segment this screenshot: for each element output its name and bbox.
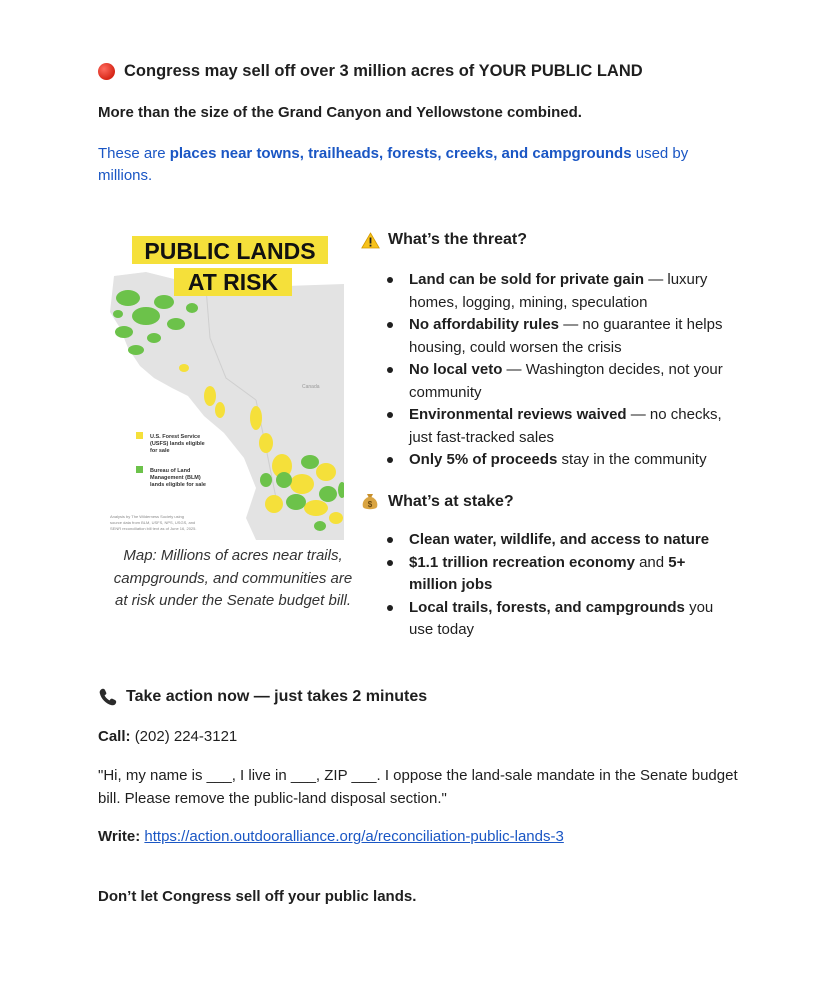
action-heading xyxy=(98,688,427,706)
stake-list xyxy=(384,529,729,642)
telephone-icon xyxy=(98,688,118,706)
svg-text:Analysis by The Wilderness Soc xyxy=(110,514,197,531)
headline xyxy=(98,62,643,81)
map-source-line1: Analysis by The Wilderness Society using xyxy=(110,514,184,519)
svg-text:Bureau of Land Managem xyxy=(150,468,206,488)
legend-swatch-usfs xyxy=(136,432,143,439)
map-source-line3: SENR reconciliation bill text as of June 16, 2025. xyxy=(110,526,197,531)
money-bag-icon xyxy=(360,492,380,511)
legend-usfs-line3: for sale xyxy=(150,448,170,454)
svg-text:$: $ xyxy=(367,500,373,509)
closing-line: Don’t let Congress sell off your public lands. xyxy=(98,888,417,905)
legend-blm-line3: lands eligible for sale xyxy=(150,482,206,488)
map-source-line2: source data from BLM, USFS, NPS, USGS, and xyxy=(110,520,196,525)
map-title-line2: AT RISK xyxy=(187,269,279,295)
headline-text: Congress may sell off over 3 million acres of YOUR PUBLIC LAND xyxy=(124,62,643,80)
list-item: $1.1 trillion recreation economy and 5+ million jobs xyxy=(384,552,729,597)
legend-blm-line1: Bureau of Land xyxy=(150,468,191,474)
call-line xyxy=(98,728,237,745)
call-script: "Hi, my name is ___, I live in ___, ZIP ___. I oppose the land-sale mandate in the Senate budget bill. Please remove the public-land disposal section." xyxy=(98,767,738,807)
map-title-line1: PUBLIC LANDS xyxy=(144,238,316,264)
threat-heading xyxy=(360,231,527,249)
map-graphic xyxy=(106,228,344,540)
legend-usfs-line2: (USFS) lands eligible xyxy=(150,441,205,447)
stake-title: What’s at stake? xyxy=(388,492,514,510)
map-caption: Map: Millions of acres near trails, campgrounds, and communities are at risk under the Senate budget bill. xyxy=(113,547,353,609)
intro-bold: places near towns, trailheads, forests, creeks, and campgrounds xyxy=(169,145,632,162)
stake-heading xyxy=(360,492,514,511)
threat-list xyxy=(384,269,729,472)
list-item: Only 5% of proceeds stay in the community xyxy=(384,449,729,472)
call-label: Call: xyxy=(98,728,131,745)
write-label: Write: xyxy=(98,828,141,845)
threat-title: What’s the threat? xyxy=(388,231,527,248)
subhead: More than the size of the Grand Canyon and Yellowstone combined. xyxy=(98,104,582,121)
write-line xyxy=(98,828,564,845)
svg-text:U.S. Forest Service (U xyxy=(150,434,206,454)
legend-usfs-line1: U.S. Forest Service xyxy=(150,434,201,440)
list-item: Local trails, forests, and campgrounds you use today xyxy=(384,597,729,642)
intro-paragraph xyxy=(98,143,738,187)
call-number: (202) 224-3121 xyxy=(134,728,238,745)
map-place-label: Canada xyxy=(302,384,320,390)
intro-prefix: These are xyxy=(98,145,170,162)
list-item: Clean water, wildlife, and access to nature xyxy=(384,529,729,552)
warning-icon xyxy=(360,232,380,249)
red-circle-icon xyxy=(98,63,115,80)
list-item: Environmental reviews waived — no checks, just fast-tracked sales xyxy=(384,404,729,449)
list-item: Land can be sold for private gain — luxury homes, logging, mining, speculation xyxy=(384,269,729,314)
list-item: No affordability rules — no guarantee it helps housing, could worsen the crisis xyxy=(384,314,729,359)
legend-blm-line2: Management (BLM) xyxy=(150,475,201,481)
legend-swatch-blm xyxy=(136,466,143,473)
list-item: No local veto — Washington decides, not your community xyxy=(384,359,729,404)
write-link[interactable]: https://action.outdooralliance.org/a/reconciliation-public-lands-3 xyxy=(144,828,564,845)
intro-suffix: used by millions. xyxy=(98,145,689,184)
action-title: Take action now — just takes 2 minutes xyxy=(126,688,428,705)
public-lands-map xyxy=(106,228,344,540)
